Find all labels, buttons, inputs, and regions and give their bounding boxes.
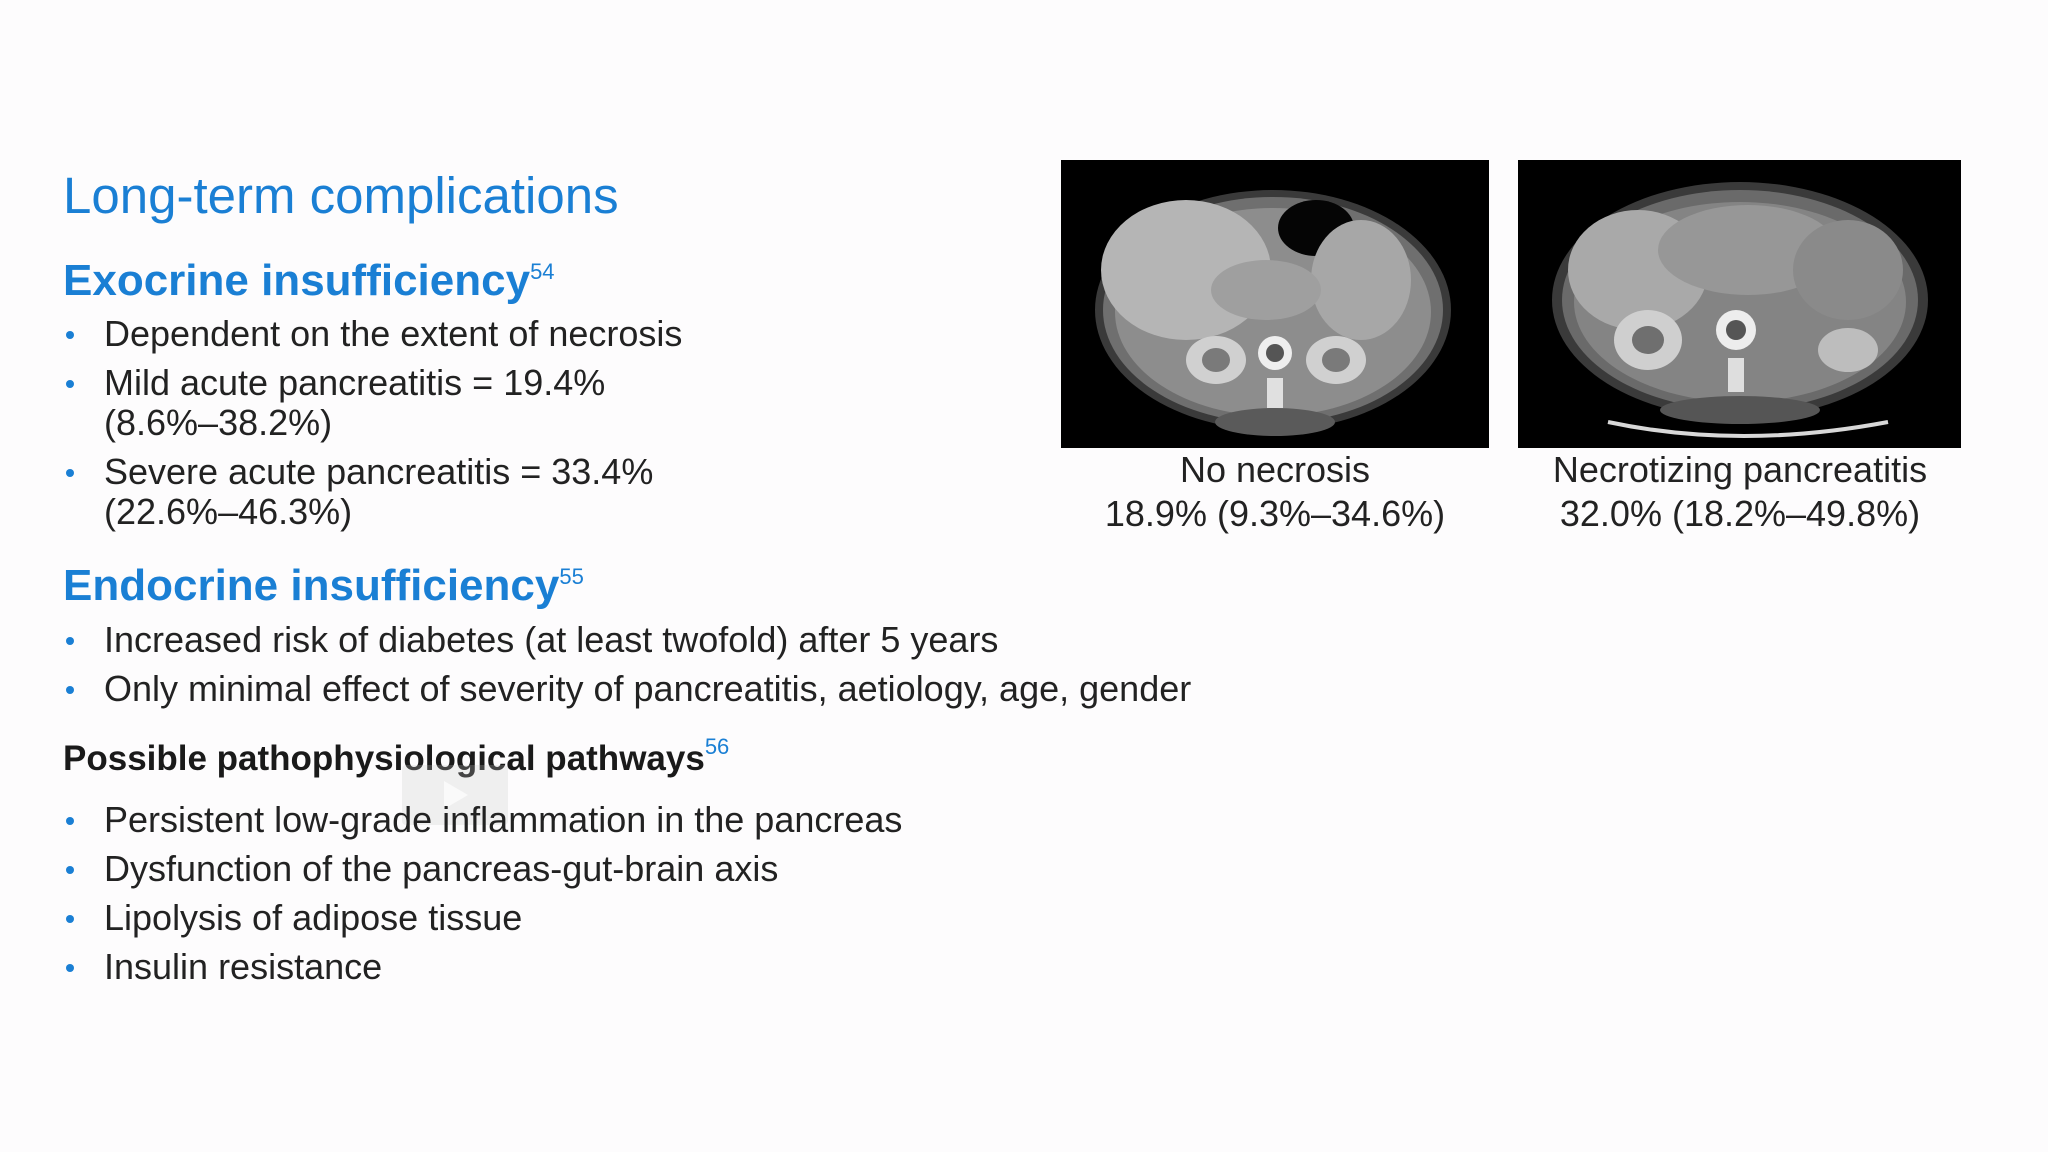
caption-stat: 18.9% (9.3%–34.6%) — [1104, 493, 1446, 534]
bullet-dot-icon — [66, 637, 74, 645]
pathways-heading-text: Possible pathophysiological pathways — [63, 739, 705, 778]
list-item — [63, 800, 902, 840]
bullet-dot-icon — [66, 964, 74, 972]
bullet-dot-icon — [66, 469, 74, 477]
bullet-text: Dependent on the extent of necrosis — [104, 313, 683, 354]
bullet-dot-icon — [66, 866, 74, 874]
bullet-dot-icon — [66, 380, 74, 388]
list-item — [63, 947, 902, 987]
endocrine-ref: 55 — [559, 564, 584, 589]
ct-scan-no-necrosis — [1061, 160, 1489, 448]
slide-title: Long-term complications — [63, 167, 619, 224]
caption-label: Necrotizing pancreatitis — [1552, 449, 1928, 490]
bullet-text: Insulin resistance — [104, 946, 383, 987]
bullet-dot-icon — [66, 817, 74, 825]
pathways-list — [63, 800, 902, 996]
caption-label: No necrosis — [1179, 449, 1371, 490]
bullet-text-range: (8.6%–38.2%) — [104, 402, 333, 443]
list-item — [63, 669, 1191, 709]
ct-scan-necrotizing — [1518, 160, 1961, 448]
bullet-text-range: (22.6%–46.3%) — [104, 491, 353, 532]
list-item — [63, 314, 682, 354]
bullet-text: Increased risk of diabetes (at least twofold) after 5 years — [104, 619, 999, 660]
bullet-text: Lipolysis of adipose tissue — [104, 897, 523, 938]
endocrine-list — [63, 620, 1191, 718]
list-item — [63, 620, 1191, 660]
endocrine-heading — [63, 561, 584, 611]
bullet-dot-icon — [66, 686, 74, 694]
bullet-text: Only minimal effect of severity of pancreatitis, aetiology, age, gender — [104, 668, 1192, 709]
list-item — [63, 452, 682, 532]
exocrine-heading — [63, 256, 555, 306]
exocrine-heading-text: Exocrine insufficiency — [63, 256, 531, 305]
list-item — [63, 849, 902, 889]
pathways-heading — [63, 734, 730, 779]
bullet-text: Mild acute pancreatitis = 19.4% — [104, 362, 606, 403]
bullet-text: Severe acute pancreatitis = 33.4% — [104, 451, 654, 492]
bullet-text: Persistent low-grade inflammation in the pancreas — [104, 799, 903, 840]
caption-no-necrosis — [1061, 448, 1489, 536]
pathways-ref: 56 — [704, 734, 730, 759]
list-item — [63, 363, 682, 443]
list-item — [63, 898, 902, 938]
exocrine-ref: 54 — [530, 259, 555, 284]
exocrine-list — [63, 314, 682, 541]
caption-necrotizing — [1500, 448, 1980, 536]
bullet-dot-icon — [66, 915, 74, 923]
bullet-dot-icon — [66, 331, 74, 339]
bullet-text: Dysfunction of the pancreas-gut-brain axis — [104, 848, 779, 889]
caption-stat: 32.0% (18.2%–49.8%) — [1559, 493, 1921, 534]
endocrine-heading-text: Endocrine insufficiency — [63, 561, 560, 610]
